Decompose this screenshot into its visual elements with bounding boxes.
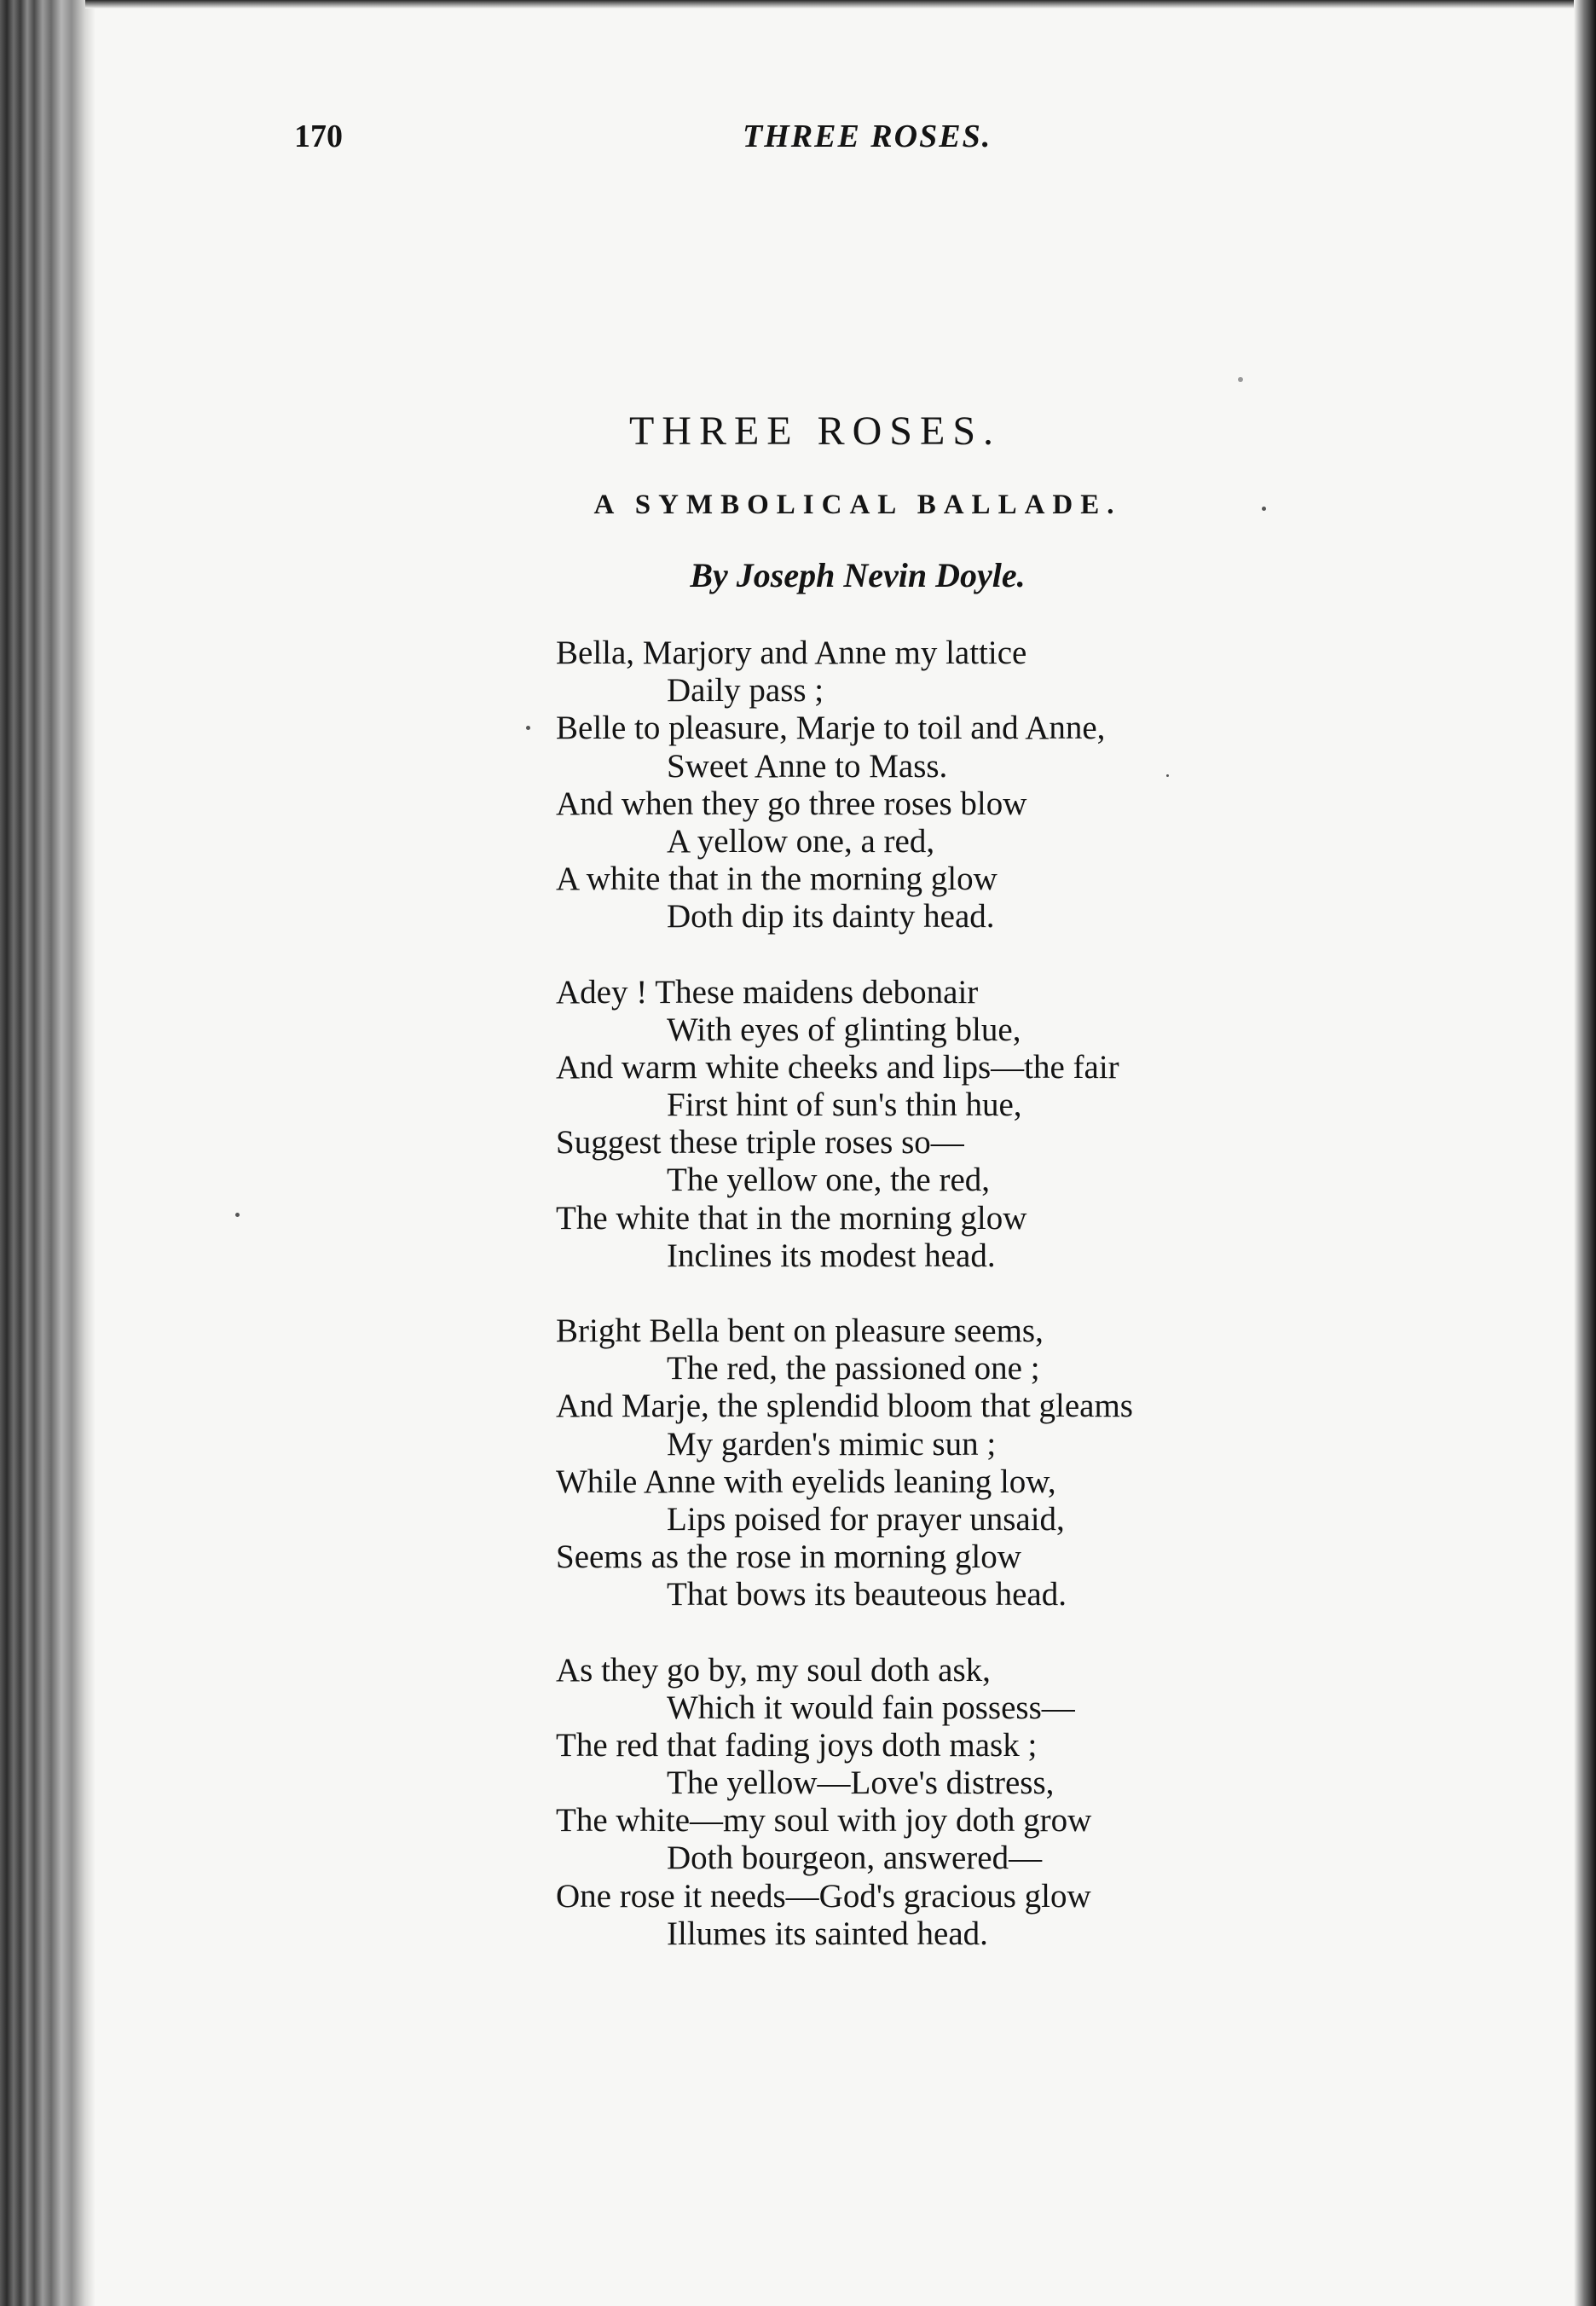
poem-line: And when they go three roses blow [556, 785, 1027, 822]
print-speck [526, 726, 530, 730]
running-head [0, 118, 1596, 160]
poem-line: Bright Bella bent on pleasure seems, [556, 1312, 1044, 1349]
poem-line: And warm white cheeks and lips—the fair [556, 1048, 1119, 1086]
page-right-edge [1574, 0, 1596, 2306]
poem-line: The white that in the morning glow [556, 1199, 1027, 1237]
running-title: THREE ROSES. [743, 119, 992, 154]
poem-line: One rose it needs—God's gracious glow [556, 1877, 1091, 1915]
poem-line: Adey ! These maidens debonair [556, 973, 979, 1011]
print-speck [235, 1213, 240, 1217]
poem-line: Inclines its modest head. [667, 1237, 996, 1274]
poem-line: A white that in the morning glow [556, 860, 998, 898]
poem-line: Doth dip its dainty head. [667, 898, 995, 936]
print-speck [1238, 377, 1243, 382]
poem-line: The red that fading joys doth mask ; [556, 1726, 1038, 1764]
poem-line: The red, the passioned one ; [667, 1350, 1040, 1388]
poem-line: My garden's mimic sun ; [667, 1425, 997, 1463]
poem-subtitle: A SYMBOLICAL BALLADE. [593, 490, 1122, 520]
poem-line: A yellow one, a red, [667, 822, 935, 860]
poem-line: While Anne with eyelids leaning low, [556, 1463, 1056, 1500]
page-top-edge [85, 0, 1596, 9]
page-number: 170 [294, 119, 343, 154]
poem-line: Suggest these triple roses so— [556, 1124, 964, 1162]
poem-line: Illumes its sainted head. [667, 1915, 988, 1952]
poem-line: Sweet Anne to Mass. [667, 747, 948, 785]
poem-title: THREE ROSES. [628, 408, 1002, 454]
poem-line: Bella, Marjory and Anne my lattice [556, 634, 1027, 671]
poem-line: As they go by, my soul doth ask, [556, 1651, 991, 1689]
poem-line: Seems as the rose in morning glow [556, 1538, 1021, 1576]
poem-line: Lips poised for prayer unsaid, [667, 1500, 1065, 1538]
poem-body [556, 634, 1408, 1990]
poem-line: First hint of sun's thin hue, [667, 1086, 1022, 1124]
poem-line: With eyes of glinting blue, [667, 1011, 1021, 1048]
poem-line: Belle to pleasure, Marje to toil and Anne, [556, 710, 1106, 747]
poem-line: And Marje, the splendid bloom that gleams [556, 1388, 1133, 1425]
poem-line: That bows its beauteous head. [667, 1576, 1067, 1614]
stanza-2 [556, 974, 1408, 1276]
poem-byline: By Joseph Nevin Doyle. [690, 556, 1026, 594]
book-spine-gutter [0, 0, 95, 2306]
stanza-4 [556, 1652, 1408, 1954]
stanza-1 [556, 634, 1408, 936]
poem-line: Daily pass ; [667, 672, 824, 710]
poem-line: The yellow—Love's distress, [667, 1764, 1055, 1802]
poem-line: The white—my soul with joy doth grow [556, 1802, 1092, 1840]
poem-line: The yellow one, the red, [667, 1162, 991, 1199]
poem-line: Doth bourgeon, answered— [667, 1840, 1043, 1877]
poem-line: Which it would fain possess— [667, 1689, 1075, 1726]
stanza-3 [556, 1312, 1408, 1614]
